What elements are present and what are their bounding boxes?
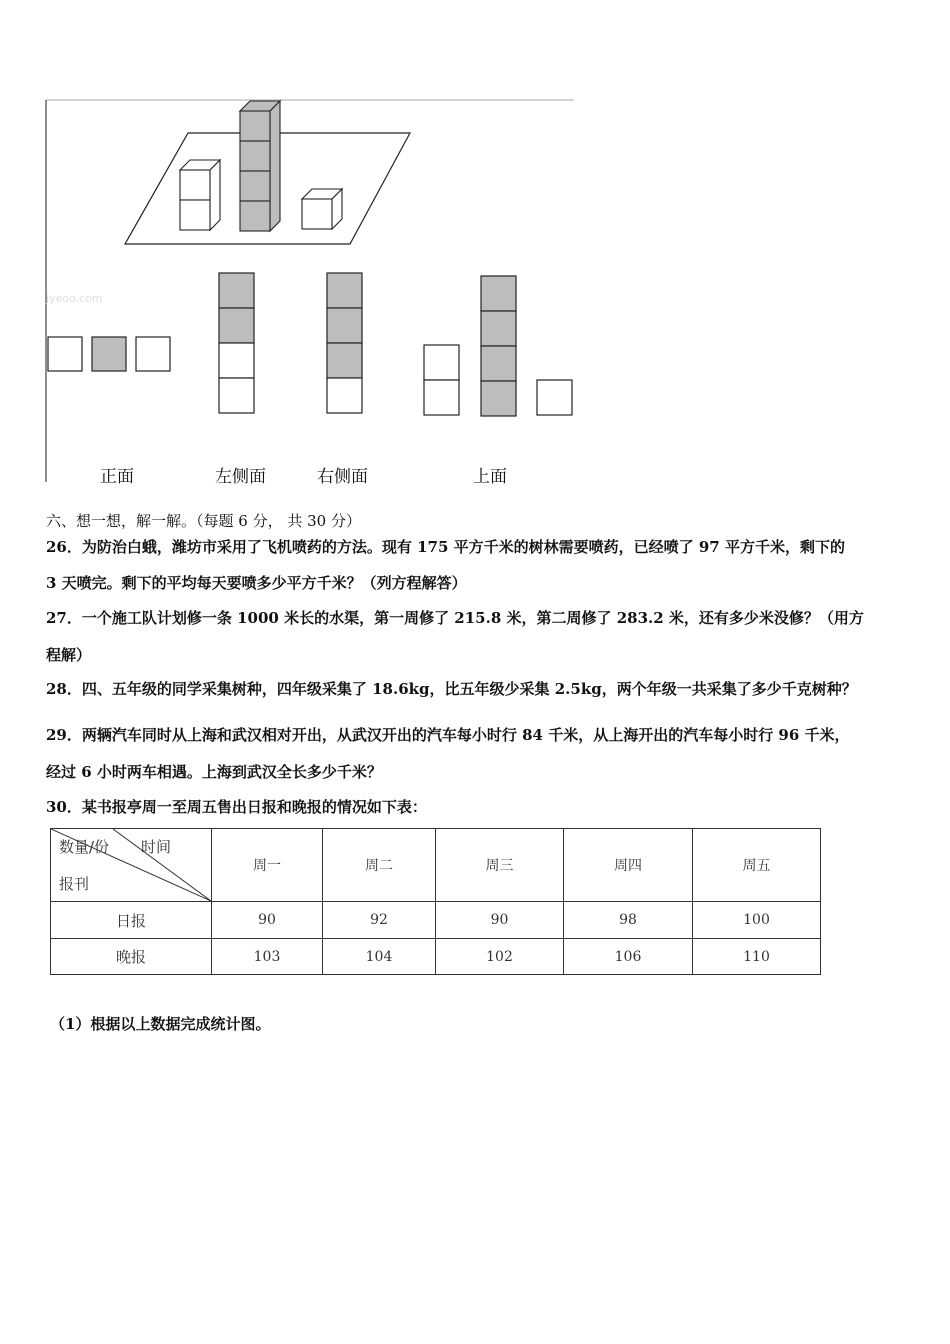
question-29-line1: 29．两辆汽车同时从上海和武汉相对开出，从武汉开出的汽车每小时行 84 千米，从上海开出的汽车每小时行 96 千米， <box>46 726 850 744</box>
table-cell: 103 <box>212 939 323 975</box>
cube-views-figure <box>44 98 576 484</box>
watermark: jyeoo.com <box>46 292 103 305</box>
table-cell: 106 <box>564 939 693 975</box>
table-cell: 102 <box>436 939 564 975</box>
question-27-line1: 27．一个施工队计划修一条 1000 米长的水渠，第一周修了 215.8 米，第二周修了 283.2 米，还有多少米没修？（用方 <box>46 609 864 627</box>
table-cell: 100 <box>693 902 821 939</box>
table-cell: 110 <box>693 939 821 975</box>
cube-stack-middle <box>240 101 280 231</box>
table-row <box>51 902 821 939</box>
row-label: 晚报 <box>51 939 212 975</box>
question-26-line2: 3 天喷完。剩下的平均每天要喷多少平方千米？（列方程解答） <box>46 574 467 592</box>
right-view-label: 右侧面 <box>317 467 368 487</box>
left-view <box>219 273 254 413</box>
table-row <box>51 939 821 975</box>
top-view-label: 上面 <box>473 467 507 487</box>
question-27-line2: 程解） <box>46 646 92 664</box>
header-day: 周一 <box>212 829 323 902</box>
table-header-row <box>51 829 821 902</box>
top-view <box>424 276 572 416</box>
table-cell: 98 <box>564 902 693 939</box>
table-cell: 90 <box>436 902 564 939</box>
row-label: 日报 <box>51 902 212 939</box>
cube-stack-left <box>180 160 220 230</box>
header-day: 周五 <box>693 829 821 902</box>
question-29-line2: 经过 6 小时两车相遇。上海到武汉全长多少千米？ <box>46 763 382 781</box>
corner-time-label: 时间 <box>141 838 172 856</box>
table-cell: 90 <box>212 902 323 939</box>
question-30: 30．某书报亭周一至周五售出日报和晚报的情况如下表： <box>46 798 427 816</box>
cube-stack-right <box>302 189 342 229</box>
header-day: 周三 <box>436 829 564 902</box>
table-cell: 92 <box>323 902 436 939</box>
corner-quantity-label: 数量/份 <box>59 838 110 856</box>
header-day: 周二 <box>323 829 436 902</box>
corner-newspaper-label: 报刊 <box>59 875 90 893</box>
newspaper-sales-table <box>50 828 821 975</box>
table-cell: 104 <box>323 939 436 975</box>
front-view-label: 正面 <box>100 467 134 487</box>
left-view-label: 左侧面 <box>215 467 266 487</box>
front-view <box>48 337 170 371</box>
question-28: 28．四、五年级的同学采集树种，四年级采集了 18.6kg，比五年级少采集 2.5kg，两个年级一共采集了多少千克树种？ <box>46 680 857 698</box>
right-view <box>327 273 362 413</box>
question-26-line1: 26．为防治白蛾，潍坊市采用了飞机喷药的方法。现有 175 平方千米的树林需要喷药，已经喷了 97 平方千米，剩下的 <box>46 538 845 556</box>
section-heading: 六、想一想，解一解。（每题 6 分， 共 30 分） <box>46 512 361 530</box>
question-30-part1: （1）根据以上数据完成统计图。 <box>50 1015 271 1033</box>
table-corner-cell <box>51 829 212 902</box>
header-day: 周四 <box>564 829 693 902</box>
